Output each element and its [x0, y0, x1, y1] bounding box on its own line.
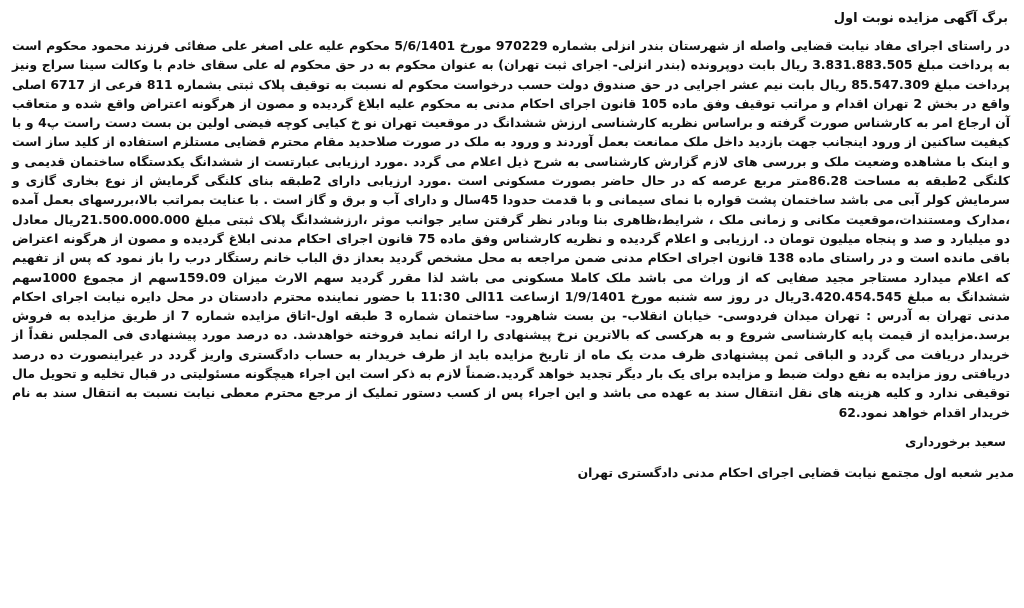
notice-body: در راستای اجرای مفاد نیابت قضایی واصله از شهرستان بندر انزلی بشماره 970229 مورخ 5/6/1401 محکوم علیه علی اصغر علی صفائی فرزند محمود محکوم است به پرداخت مبلغ 3.831.883.505 ریال بابت دوپرونده (بندر انزلی- اجرای ثبت تهران) به عنوان محکوم به در حق محکوم له علی سقای خادم با وکالت سینا سراج ونیز پرداخت مبلغ 85.547.309 ریال بابت نیم عشر اجرایی در حق صندوق دولت حسب درخواست محکوم له نسبت به توقیف پلاک ثبتی بشماره 811 فرعی از 6717 اصلی واقع در بخش 2 تهران اقدام و مراتب توقیف وفق ماده 105 قانون اجرای احکام مدنی به محکوم علیه ابلاغ گردیده و مصون از هرگونه اعتراض واقع شده و متعاقب آن ارجاع امر به کارشناس صورت گرفته و براساس نظریه کارشناسی ارزش ششدانگ در موقعیت تهران نو خ کیایی کوچه فیضی اولین بن بست دست راست پ4 و با کیفیت ساکنین از ورود اینجانب جهت بازدید داخل ملک ممانعت بعمل آوردند و ورود به ملک در صورت صلاحدید مقام محترم قضایی مستلزم استفاده از کلید ساز است و اینک با مشاهده وضعیت ملک و بررسی های لازم گزارش کارشناسی به شرح ذیل اعلام می گردد .مورد ارزیابی عبارتست از ششدانگ یکدستگاه ساختمان قدیمی و کلنگی 2طبقه به مساحت 86.28متر مربع عرصه که در حال حاضر بصورت مسکونی است .مورد ارزیابی دارای 2طبقه بنای کلنگی گرمایش از نوع بخاری گازی و سرمایش کولر آبی می باشد ساختمان پشت قواره با نمای سیمانی و با قدمت حدودا 45سال و دارای آب و برق و گاز است . با عنایت بمراتب بالا،بررسهای بعمل آمده ،مدارک ومستندات،موقعیت مکانی و زمانی ملک ، شرایط،ظاهری بنا وبادر نظر گرفتن سایر جوانب موثر ،ارزششدانگ پلاک ثبتی مبلغ 21.500.000.000ریال معادل دو میلیارد و صد و پنجاه میلیون تومان د. ارزیابی و اعلام گردیده و نظریه کارشناس وفق ماده 75 قانون اجرای احکام مدنی ابلاغ گردیده و مصون از هرگونه اعتراض باقی مانده است و در راستای ماده 138 قانون اجرای احکام مدنی ضمن مراجعه به محل مشخص گردید بعداز دق الباب خانم رستگار درب را باز نمود که پس از تفهیم که اعلام میدارد مستاجر مجید صفایی که از وراث می باشد ملک کاملا مسکونی می باشد لذا مقرر گردید سهم الارث میزان 159.09سهم از مجموع 1000سهم ششدانگ به مبلغ 3.420.454.545ریال در روز سه شنبه مورخ 1/9/1401 ازساعت 11الی 11:30 با حضور نماینده محترم دادستان در محل دایره نیابت اجرای احکام مدنی تهران به آدرس : تهران میدان فردوسی- خیابان انقلاب- بن بست شاهرود- ساختمان شماره 3 طبقه اول-اتاق مزایده شماره 7 از طریق مزایده به فروش برسد.مزایده از قیمت پایه کارشناسی شروع و به هرکسی که بالاترین نرخ پیشنهادی را ارائه نماید فروخته خواهدشد. ده درصد مورد پیشنهادی فی المجلس نقداً از خریدار دریافت می گردد و الباقی ثمن پیشنهادی ظرف مدت یک ماه از تاریخ مزایده باید از طرف خریدار به حساب دادگستری واریز گردد در غیراینصورت ده درصد دریافتی روز مزایده به نفع دولت ضبط و مزایده برای یک بار دیگر تجدید خواهد گردید.ضمناً لازم به ذکر است این اجراء هیچگونه مسئولیتی در قبال تخلیه و تحویل مال توقیفی ندارد و کلیه هزینه های نقل انتقال سند به عهده می باشد و این اجراء پس از کسب دستور تملیک از مرجع محترم معطی نیابت نسبت به انتقال سند به نام خریدار اقدام خواهد نمود.62	[12, 38, 1011, 420]
signer-organization: مدیر شعبه اول مجتمع نیابت قضایی اجرای احکام مدنی دادگستری تهران	[577, 464, 1014, 480]
signer-name: سعید برخورداری	[905, 433, 1006, 449]
notice-title: برگ آگهی مزایده نوبت اول	[833, 11, 1008, 26]
